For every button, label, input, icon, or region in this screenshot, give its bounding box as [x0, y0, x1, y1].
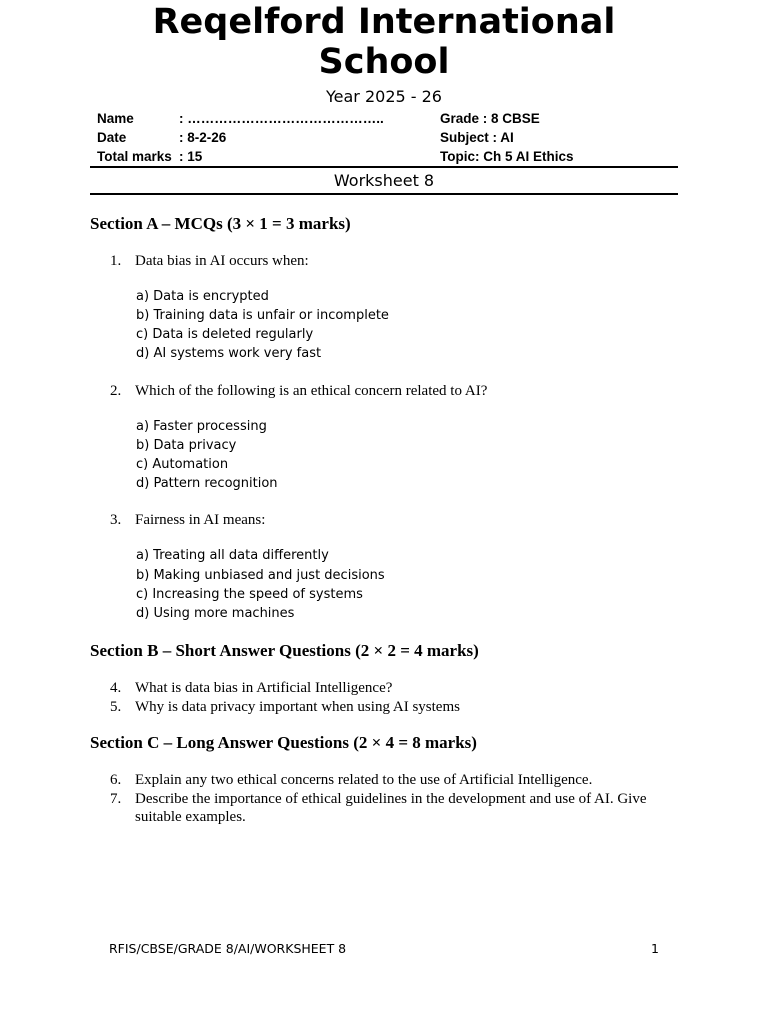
question-text: Why is data privacy important when using AI systems	[135, 699, 460, 715]
question-text: Explain any two ethical concerns related to the use of Artificial Intelligence.	[135, 772, 593, 788]
school-name	[90, 2, 678, 82]
page-number: 1	[651, 941, 659, 956]
question-1	[110, 252, 670, 270]
q1-option-a: a) Data is encrypted	[136, 289, 269, 304]
date-value: : 8-2-26	[179, 130, 227, 145]
academic-year: Year 2025 - 26	[326, 87, 442, 106]
marks-label: Total marks	[97, 149, 172, 164]
q1-option-b: b) Training data is unfair or incomplete	[136, 308, 389, 323]
name-value: : ……………………………………..	[179, 111, 384, 126]
q2-option-d: d) Pattern recognition	[136, 476, 278, 491]
q3-option-c: c) Increasing the speed of systems	[136, 587, 363, 602]
q3-option-d: d) Using more machines	[136, 606, 295, 621]
section-c-heading: Section C – Long Answer Questions (2 × 4 = 8 marks)	[90, 733, 477, 752]
q1-option-d: d) AI systems work very fast	[136, 346, 322, 361]
marks-value: : 15	[179, 149, 203, 164]
name-label: Name	[97, 111, 134, 126]
q3-option-a: a) Treating all data differently	[136, 548, 329, 563]
question-number: 5.	[110, 699, 122, 715]
question-text: What is data bias in Artificial Intelligence?	[135, 680, 393, 696]
question-number: 6.	[110, 772, 122, 788]
q1-option-c: c) Data is deleted regularly	[136, 327, 314, 342]
school-name-line2: School	[318, 42, 450, 82]
section-b-heading: Section B – Short Answer Questions (2 × 2 = 4 marks)	[90, 641, 479, 660]
question-7	[110, 790, 670, 826]
subject-info: Subject : AI	[440, 130, 514, 145]
question-text: Fairness in AI means:	[135, 512, 266, 528]
date-row	[97, 128, 226, 147]
question-3	[110, 511, 670, 529]
q3-option-b: b) Making unbiased and just decisions	[136, 568, 385, 583]
question-5	[110, 698, 670, 716]
name-row	[97, 109, 384, 128]
question-text: Which of the following is an ethical concern related to AI?	[135, 383, 488, 399]
question-text: Describe the importance of ethical guidelines in the development and use of AI. Give suitable examples.	[135, 791, 647, 825]
q2-option-a: a) Faster processing	[136, 419, 267, 434]
bottom-divider	[90, 193, 678, 195]
section-a-heading: Section A – MCQs (3 × 1 = 3 marks)	[90, 214, 351, 233]
date-label: Date	[97, 130, 127, 145]
question-text: Data bias in AI occurs when:	[135, 253, 309, 269]
question-number: 3.	[110, 512, 122, 528]
worksheet-title: Worksheet 8	[333, 171, 435, 190]
q2-option-b: b) Data privacy	[136, 438, 237, 453]
question-number: 7.	[110, 791, 122, 807]
question-4	[110, 679, 670, 697]
school-name-line1: Reqelford International	[152, 2, 616, 42]
topic-info: Topic: Ch 5 AI Ethics	[440, 149, 574, 164]
question-6	[110, 771, 670, 789]
marks-row	[97, 147, 202, 166]
question-number: 4.	[110, 680, 122, 696]
q2-option-c: c) Automation	[136, 457, 229, 472]
footer-document-code: RFIS/CBSE/GRADE 8/AI/WORKSHEET 8	[109, 941, 347, 956]
question-number: 1.	[110, 253, 122, 269]
top-divider	[90, 166, 678, 168]
question-number: 2.	[110, 383, 122, 399]
question-2	[110, 382, 670, 400]
grade-info: Grade : 8 CBSE	[440, 111, 540, 126]
